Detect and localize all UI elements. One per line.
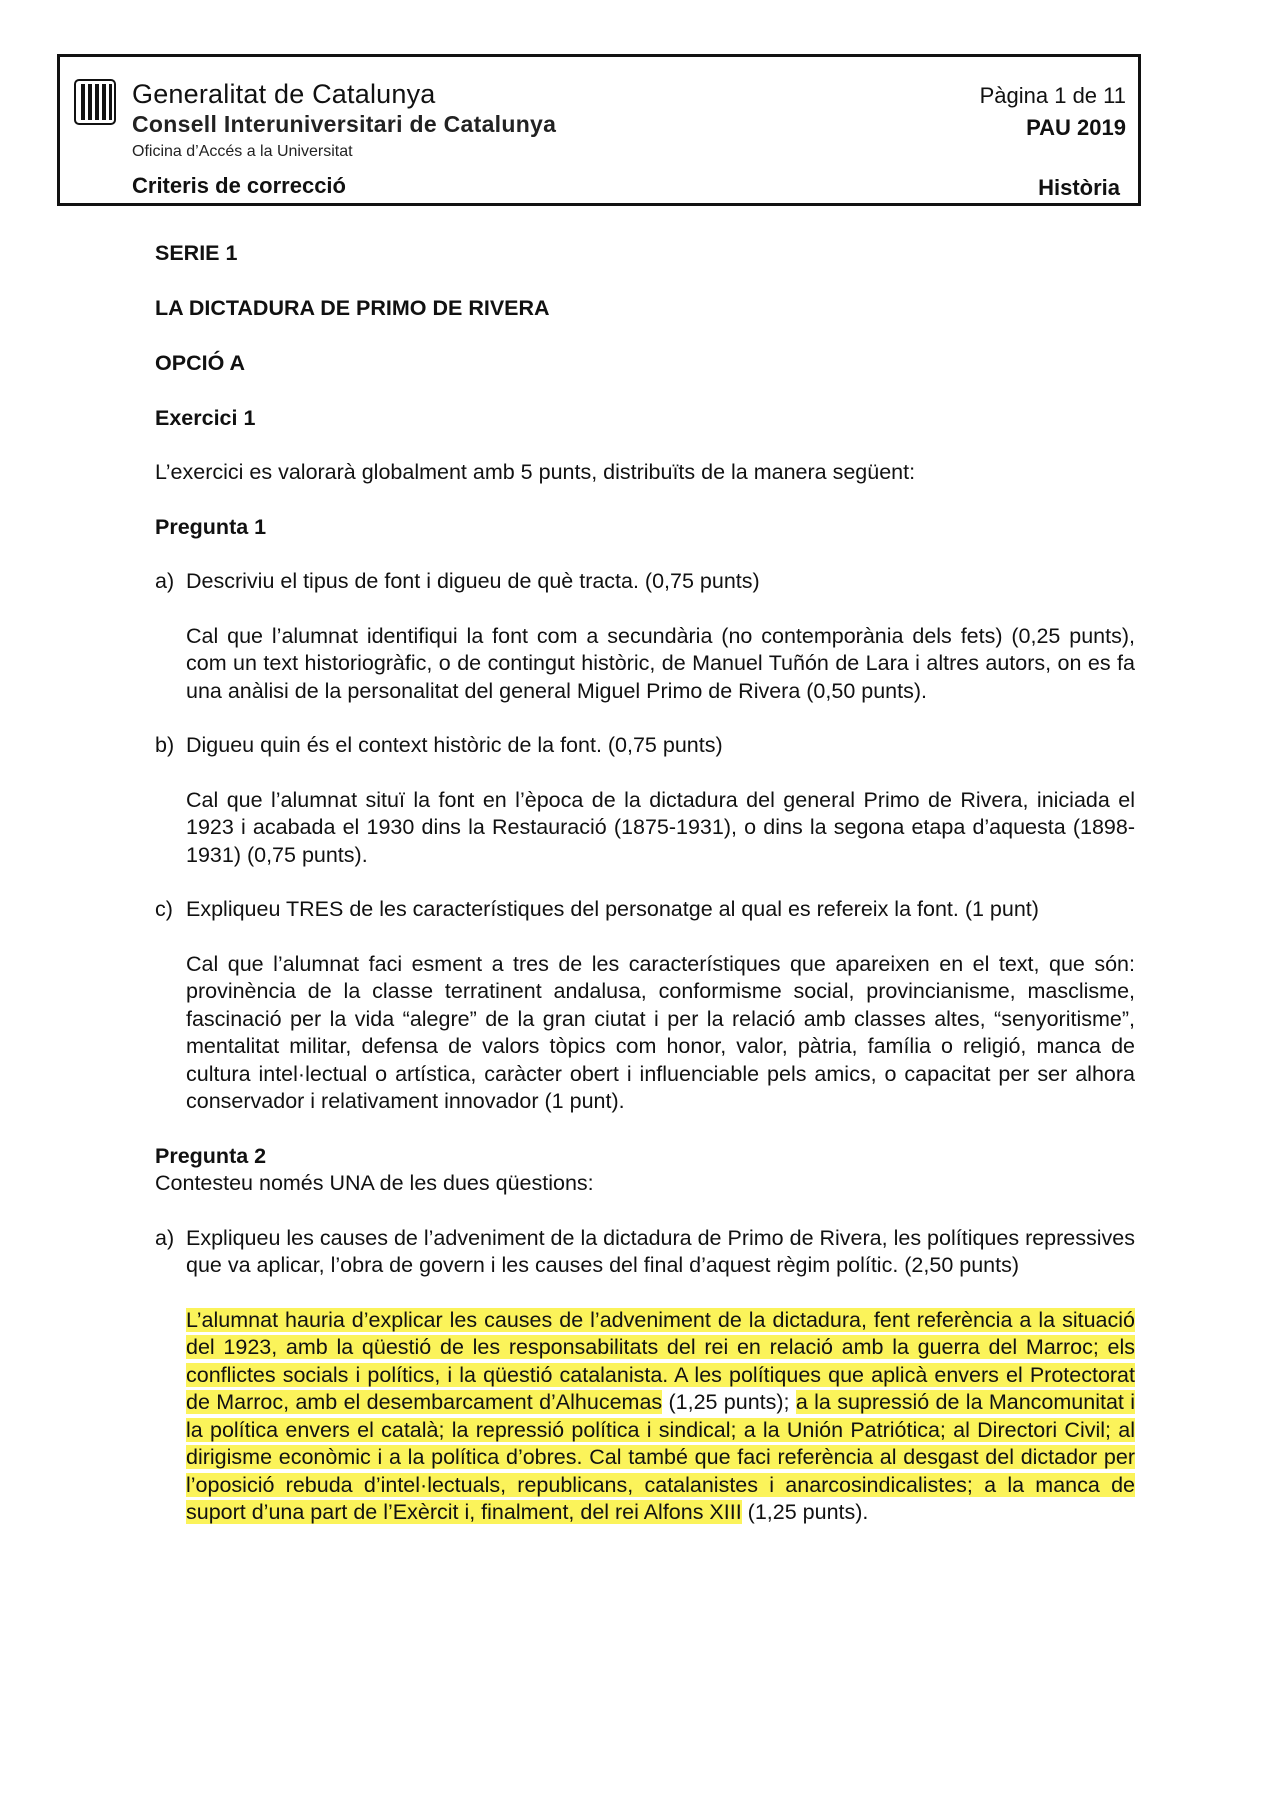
question-text: Expliqueu les causes de l’adveniment de la dictadura de Primo de Rivera, les polítiques repressives que va aplicar, l’obra de govern i les causes del final d’aquest règim polític. (2,50 punts) [186,1225,1135,1277]
question-1a [155,568,1135,596]
highlighted-text: a la supressió de la Mancomunitat i la política envers el català; la repressió política i sindical; a la Unión Patriótica; al Directori Civil; al dirigisme econòmic i a la política d’obres. Cal també que faci referència al desgast del dictador per l’oposició rebuda d’intel·lectuals, republicans, catalanistes i anarcosindicalistes; a la manca de suport d’una part de l’Exèrcit i, finalment, del rei Alfons XIII [186,1390,1135,1524]
org-name-oficina: Oficina d’Accés a la Universitat [132,143,353,160]
question-1c [155,896,1135,924]
item-label: a) [155,569,175,593]
question-2-instruction: Contesteu només UNA de les dues qüestions: [155,1171,594,1195]
answer-1b: Cal que l’alumnat situï la font en l’època de la dictadura del general Primo de Rivera, iniciada el 1923 i acabada el 1930 dins la Restauració (1875-1931), o dins la segona etapa d’aquesta (1898-1931) (0,75 punts). [186,787,1135,867]
org-name-consell: Consell Interuniversitari de Catalunya [132,111,557,137]
question-text: Digueu quin és el context històric de la font. (0,75 punts) [186,733,723,757]
answer-points: (1,25 punts). [741,1500,869,1524]
org-name-generalitat: Generalitat de Catalunya [132,79,436,109]
question-text: Descriviu el tipus de font i digueu de què tracta. (0,75 punts) [186,569,760,593]
question-text: Expliqueu TRES de les característiques del personatge al qual es refereix la font. (1 punt) [186,897,1039,921]
question-2-heading: Pregunta 2 [155,1143,267,1168]
page-number: Pàgina 1 de 11 [979,83,1126,108]
document-title: LA DICTADURA DE PRIMO DE RIVERA [155,295,550,320]
question-1-heading: Pregunta 1 [155,514,267,539]
item-label: c) [155,897,173,921]
serie-heading: SERIE 1 [155,241,238,265]
exam-label: PAU 2019 [1026,115,1126,140]
exercise-heading: Exercici 1 [155,405,256,430]
exercise-intro: L’exercici es valorarà globalment amb 5 punts, distribuïts de la manera següent: [155,460,916,484]
subject-label: Història [1038,175,1120,200]
generalitat-logo-icon [74,79,116,125]
answer-1a: Cal que l’alumnat identifiqui la font com a secundària (no contemporània dels fets) (0,25 punts), com un text historiogràfic, o de contingut històric, de Manuel Tuñón de Lara i altres autors, on es fa una anàlisi de la personalitat del general Miguel Primo de Rivera (0,50 punts). [186,623,1135,703]
answer-points: (1,25 punts); [662,1390,790,1414]
item-label: b) [155,733,175,757]
highlighted-text: L’alumnat hauria d’explicar les causes de l’adveniment de la dictadura, fent referència a la situació del 1923, amb la qüestió de les responsabilitats del rei en relació amb la guerra del Marroc; els conflictes socials i polítics, i la qüestió catalanista. A les polítiques que aplicà envers el Protectorat de Marroc, amb el desembarcament d’Alhucemas [186,1307,1135,1414]
option-heading: OPCIÓ A [155,351,245,375]
item-label: a) [155,1225,175,1250]
answer-2a [186,1307,1135,1527]
question-1b [155,732,1135,760]
criteria-label: Criteris de correcció [132,173,346,198]
header-box [57,54,1141,206]
question-2a [155,1225,1135,1280]
answer-1c: Cal que l’alumnat faci esment a tres de les característiques que apareixen en el text, que són: provinència de la classe terratinent andalusa, conformisme social, provincianisme, masclisme, fascinació per la vida “alegre” de la gran ciutat i per la relació amb classes altes, “senyoritisme”, mentalitat militar, defensa de valors tòpics com honor, valor, pàtria, família o religió, manca de cultura intel·lectual o artística, caràcter obert i influenciable pels amics, o capacitat per ser alhora conservador i relativament innovador (1 punt). [186,951,1135,1113]
document-body [155,240,1135,1527]
